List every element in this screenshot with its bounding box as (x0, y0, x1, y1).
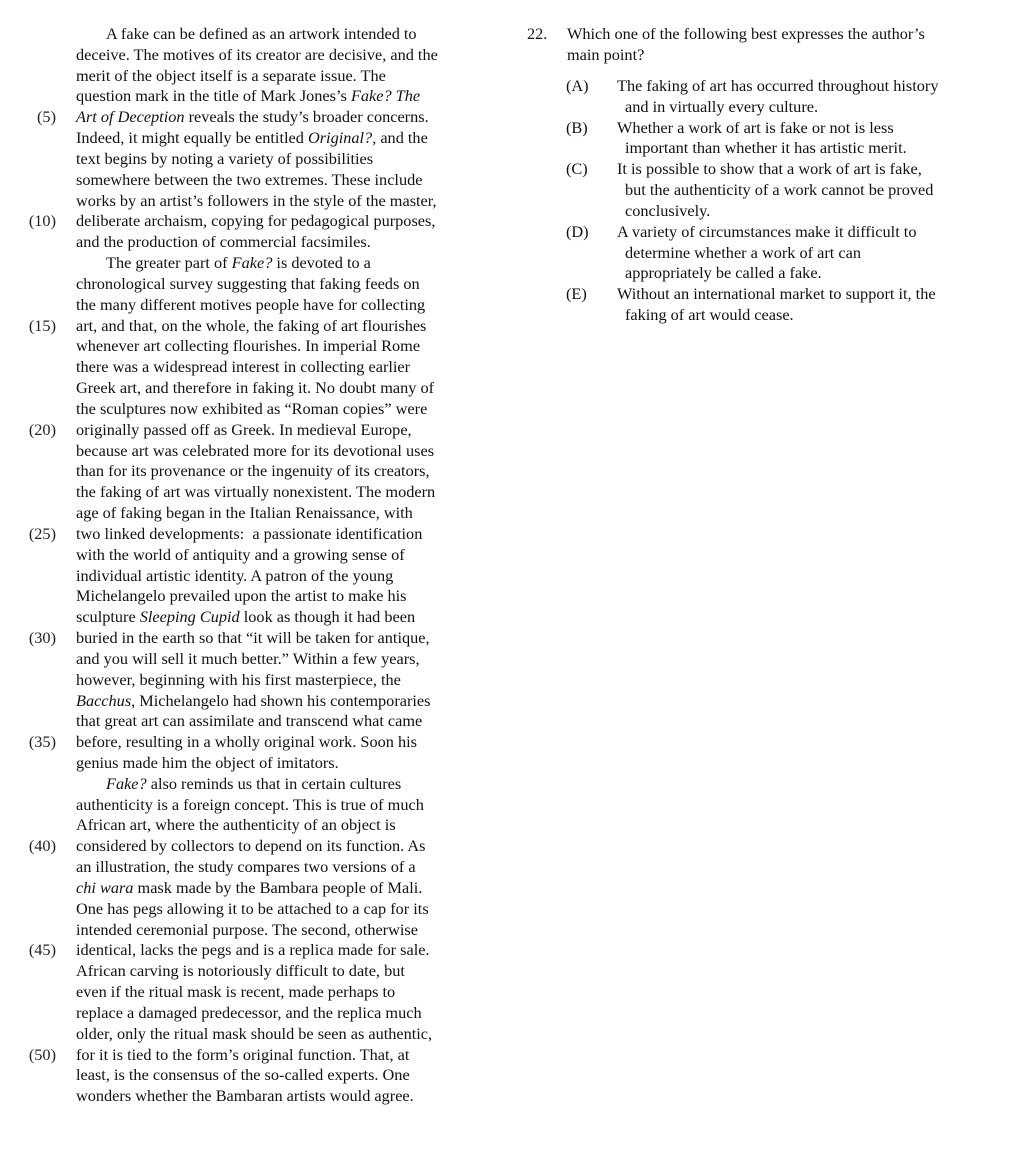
passage-line-text: deceive. The motives of its creator are decisive, and the (76, 44, 438, 64)
passage-line-text: replace a damaged predecessor, and the replica much (76, 1002, 422, 1022)
passage-line (0, 107, 500, 128)
passage-line (0, 24, 500, 45)
answer-choice-c[interactable] (527, 159, 997, 221)
passage-line-text: A fake can be defined as an artwork intended to (106, 24, 417, 43)
choice-text (617, 76, 1028, 118)
passage-line (0, 1065, 500, 1086)
passage-line (0, 815, 500, 836)
passage-line-text: before, resulting in a wholly original work. Soon his (76, 732, 417, 752)
passage-line (0, 857, 500, 878)
passage-line-text: merit of the object itself is a separate issue. The (76, 65, 386, 85)
choice-text (617, 159, 1028, 221)
passage-line-text: chronological survey suggesting that faking feeds on (76, 273, 420, 293)
choice-text-line: A variety of circumstances make it difficult to (617, 221, 917, 241)
answer-choices (527, 76, 997, 326)
line-number: (15) (28, 315, 56, 335)
passage-line-text: art, and that, on the whole, the faking of art flourishes (76, 315, 427, 335)
passage-line (0, 1045, 500, 1066)
choice-text-line: determine whether a work of art can (625, 242, 861, 262)
line-number: (45) (28, 940, 56, 960)
passage-line (0, 274, 500, 295)
passage-line-text: African carving is notoriously difficult to date, but (76, 961, 405, 981)
passage-line (0, 357, 500, 378)
answer-choice-e[interactable] (527, 284, 997, 326)
passage-line-text: age of faking began in the Italian Renaissance, with (76, 503, 413, 523)
line-number: (50) (28, 1044, 56, 1064)
passage-line-text: One has pegs allowing it to be attached to a cap for its (76, 898, 429, 918)
passage-line-text: Indeed, it might equally be entitled Original?, and the (76, 128, 428, 148)
passage-line-text: older, only the ritual mask should be seen as authentic, (76, 1023, 433, 1043)
choice-text-line: faking of art would cease. (625, 305, 794, 325)
passage-line-text: identical, lacks the pegs and is a replica made for sale. (76, 940, 430, 960)
passage-line (0, 482, 500, 503)
passage-line-text: African art, where the authenticity of an object is (76, 815, 396, 835)
passage-line (0, 420, 500, 441)
choice-text-line: The faking of art has occurred throughout history (617, 76, 939, 95)
passage-line (0, 253, 500, 274)
passage-line (0, 940, 500, 961)
passage-line (0, 66, 500, 87)
answer-choice-b[interactable] (527, 118, 997, 160)
line-number: (35) (28, 732, 56, 752)
passage-line-text: deliberate archaism, copying for pedagogical purposes, (76, 211, 436, 231)
question-number: 22. (527, 24, 548, 43)
passage-line-text: there was a widespread interest in collecting earlier (76, 357, 411, 377)
passage-line-text: buried in the earth so that “it will be taken for antique, (76, 628, 430, 648)
passage-line (0, 795, 500, 816)
passage-line (0, 441, 500, 462)
passage-line-text: Bacchus, Michelangelo had shown his contemporaries (76, 690, 431, 710)
answer-choice-d[interactable] (527, 222, 997, 284)
choice-text (617, 118, 1028, 160)
passage-line-text: two linked developments: a passionate identification (76, 523, 423, 543)
passage-line (0, 86, 500, 107)
passage-line (0, 170, 500, 191)
passage-line-text: chi wara mask made by the Bambara people of Mali. (76, 877, 423, 897)
passage-line-text: somewhere between the two extremes. These include (76, 169, 423, 189)
passage-line (0, 774, 500, 795)
passage-line (0, 191, 500, 212)
choice-text-line: appropriately be called a fake. (625, 263, 822, 283)
passage-line-text: and you will sell it much better.” Within a few years, (76, 648, 420, 668)
passage-line (0, 45, 500, 66)
choice-text-line: important than whether it has artistic merit. (625, 138, 907, 158)
passage-line (0, 732, 500, 753)
passage-line (0, 461, 500, 482)
answer-choice-a[interactable] (527, 76, 997, 118)
choice-text-line: and in virtually every culture. (625, 96, 819, 116)
passage-line-text: originally passed off as Greek. In medieval Europe, (76, 419, 412, 439)
passage-line-text: works by an artist’s followers in the style of the master, (76, 190, 437, 210)
passage-line-text: for it is tied to the form’s original function. That, at (76, 1044, 410, 1064)
passage-line (0, 399, 500, 420)
passage-line (0, 753, 500, 774)
passage-line (0, 628, 500, 649)
line-number: (5) (37, 107, 56, 127)
passage-line (0, 566, 500, 587)
question-stem-line: main point? (567, 44, 645, 64)
passage-line (0, 316, 500, 337)
passage-line (0, 878, 500, 899)
passage-line-text: text begins by noting a variety of possibilities (76, 148, 374, 168)
passage-line-text: than for its provenance or the ingenuity of its creators, (76, 461, 430, 481)
passage-line (0, 670, 500, 691)
line-number: (10) (28, 211, 56, 231)
passage-line-text: that great art can assimilate and transcend what came (76, 711, 423, 731)
passage-line-text: with the world of antiquity and a growing sense of (76, 544, 405, 564)
passage-line-text: Greek art, and therefore in faking it. No doubt many of (76, 378, 435, 398)
choice-text-line: but the authenticity of a work cannot be proved (625, 180, 934, 200)
choice-text-line: Whether a work of art is fake or not is less (617, 117, 894, 137)
line-number: (40) (28, 836, 56, 856)
passage-line-text: wonders whether the Bambaran artists would agree. (76, 1086, 414, 1106)
passage-line (0, 982, 500, 1003)
passage-line (0, 961, 500, 982)
passage-line (0, 503, 500, 524)
passage-line-text: Michelangelo prevailed upon the artist to make his (76, 586, 407, 606)
passage-line-text: sculpture Sleeping Cupid look as though it had been (76, 607, 416, 627)
passage-line-text: individual artistic identity. A patron of the young (76, 565, 394, 585)
passage-line-text: question mark in the title of Mark Jones’s Fake? The (76, 86, 421, 106)
line-number: (20) (28, 419, 56, 439)
passage-line-text: because art was celebrated more for its devotional uses (76, 440, 435, 460)
passage-line (0, 295, 500, 316)
passage-line (0, 524, 500, 545)
passage-line (0, 711, 500, 732)
line-number: (25) (28, 523, 56, 543)
choice-text-line: Without an international market to support it, the (617, 284, 936, 304)
passage-line-text: genius made him the object of imitators. (76, 752, 339, 772)
passage-line (0, 649, 500, 670)
passage-line (0, 211, 500, 232)
passage-line (0, 607, 500, 628)
passage-line-text: the many different motives people have for collecting (76, 294, 426, 314)
passage-line (0, 128, 500, 149)
passage-line (0, 232, 500, 253)
passage-line-text: The greater part of Fake? is devoted to a (106, 253, 371, 273)
passage-line-text: an illustration, the study compares two versions of a (76, 857, 416, 877)
reading-passage (0, 24, 500, 1107)
choice-text-line: conclusively. (625, 200, 711, 220)
passage-line-text: the sculptures now exhibited as “Roman copies” were (76, 398, 428, 418)
passage-line (0, 1086, 500, 1107)
choice-text (617, 222, 1028, 284)
passage-line-text: least, is the consensus of the so-called experts. One (76, 1065, 410, 1085)
passage-line (0, 691, 500, 712)
passage-line (0, 920, 500, 941)
choice-letter: (C) (566, 159, 588, 179)
passage-line-text: Art of Deception reveals the study’s broader concerns. (76, 107, 429, 127)
choice-letter: (A) (566, 76, 589, 95)
choice-text (617, 284, 1028, 326)
choice-text-line: It is possible to show that a work of art is fake, (617, 159, 922, 179)
passage-line-text: however, beginning with his first masterpiece, the (76, 669, 401, 689)
passage-line (0, 836, 500, 857)
choice-letter: (D) (566, 221, 589, 241)
passage-line-text: authenticity is a foreign concept. This is true of much (76, 794, 424, 814)
passage-line (0, 899, 500, 920)
choice-letter: (E) (566, 284, 587, 304)
passage-line-text: and the production of commercial facsimiles. (76, 232, 371, 252)
passage-line-text: the faking of art was virtually nonexistent. The modern (76, 482, 436, 502)
passage-line (0, 1003, 500, 1024)
question-stem-line: Which one of the following best expresses the author’s (567, 24, 925, 43)
passage-line-text: considered by collectors to depend on its function. As (76, 836, 426, 856)
passage-line (0, 545, 500, 566)
line-number: (30) (28, 628, 56, 648)
passage-line-text: whenever art collecting flourishes. In imperial Rome (76, 336, 421, 356)
passage-line (0, 1024, 500, 1045)
passage-line (0, 149, 500, 170)
choice-letter: (B) (566, 117, 588, 137)
passage-line-text: Fake? also reminds us that in certain cultures (106, 773, 402, 793)
passage-line (0, 336, 500, 357)
passage-line-text: intended ceremonial purpose. The second, otherwise (76, 919, 418, 939)
passage-line (0, 586, 500, 607)
passage-line-text: even if the ritual mask is recent, made perhaps to (76, 982, 396, 1002)
passage-line (0, 378, 500, 399)
